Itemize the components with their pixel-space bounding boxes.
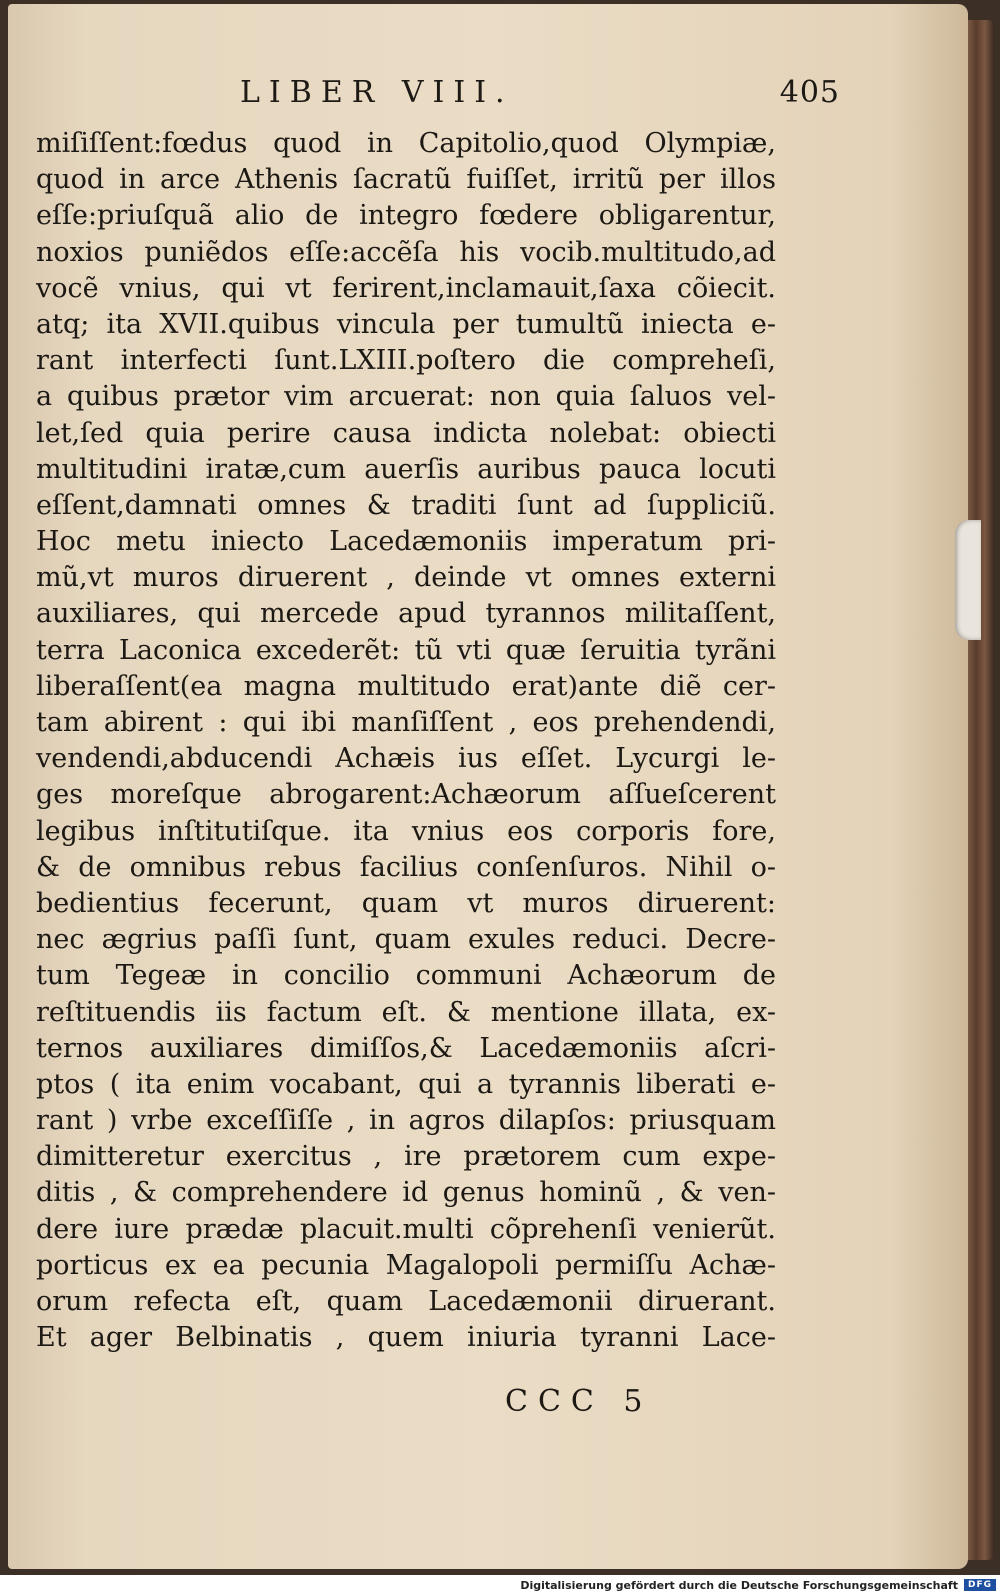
- text-line: mũ,vt muros diruerent , deinde vt omnes externi: [36, 562, 776, 594]
- text-line: vendendi,abducendi Achæis ius eſſet. Lycurgi le-: [36, 743, 776, 775]
- text-line: ptos ( ita enim vocabant, qui a tyrannis liberati e-: [36, 1068, 776, 1100]
- text-line: liberaſſent(ea magna multitudo erat)ante diẽ cer-: [36, 670, 776, 702]
- folio-number: 405: [779, 74, 840, 110]
- dfg-logo: DFG: [964, 1579, 996, 1591]
- book-edge: [964, 20, 994, 1560]
- text-line: Hoc metu iniecto Lacedæmoniis imperatum pri-: [36, 526, 776, 558]
- text-line: dere iure prædæ placuit.multi cõprehenſi venierũt.: [36, 1213, 776, 1245]
- text-line: miſiſſent:fœdus quod in Capitolio,quod Olympiæ,: [36, 128, 776, 159]
- text-line: porticus ex ea pecunia Magalopoli permiſſu Achæ-: [36, 1249, 776, 1281]
- page-header: [200, 72, 840, 112]
- text-line: reſtituendis iis factum eſt. & mentione illata, ex-: [36, 996, 776, 1028]
- text-line: eſſe:priuſquã alio de integro fœdere obligarentur,: [36, 200, 776, 232]
- text-line: quod in arce Athenis ſacratũ fuiſſet, irritũ per illos: [36, 164, 776, 196]
- text-line: rant ) vrbe exceſſiſſe , in agros dilapſos: priusquam: [36, 1105, 776, 1137]
- text-line: vocẽ vnius, qui vt ferirent,inclamauit,ſaxa cõiecit.: [36, 272, 776, 304]
- text-line: a quibus prætor vim arcuerat: non quia ſaluos vel-: [36, 381, 776, 413]
- text-line: dimitteretur exercitus , ire prætorem cum expe-: [36, 1141, 776, 1173]
- text-line: terra Laconica excederẽt: tũ vti quæ ſeruitia tyrãni: [36, 634, 776, 666]
- footer-credit: Digitalisierung gefördert durch die Deutsche Forschungsgemeinschaft: [520, 1578, 958, 1592]
- text-line: multitudini iratæ,cum auerſis auribus pauca locuti: [36, 453, 776, 485]
- text-line: nec ægrius paſſi ſunt, quam exules reduci. Decre-: [36, 924, 776, 956]
- page-marker-tab: [955, 520, 981, 640]
- text-line: ges moreſque abrogarent:Achæorum aſſueſcerent: [36, 779, 776, 811]
- text-line: Et ager Belbinatis , quem iniuria tyranni Lace-: [36, 1322, 776, 1354]
- body-text: [36, 126, 776, 1356]
- text-line: eſſent,damnati omnes & traditi ſunt ad ſuppliciũ.: [36, 489, 776, 521]
- text-line: ternos auxiliares dimiſſos,& Lacedæmoniis aſcri-: [36, 1032, 776, 1064]
- text-line: ditis , & comprehendere id genus hominũ , & ven-: [36, 1177, 776, 1209]
- text-line: legibus inſtitutiſque. ita vnius eos corporis fore,: [36, 815, 776, 847]
- signature-mark: CCC 5: [505, 1384, 653, 1419]
- text-line: & de omnibus rebus facilius conſenſuros. Nihil o-: [36, 851, 776, 883]
- text-line: auxiliares, qui mercede apud tyrannos militaſſent,: [36, 598, 776, 630]
- digitization-footer: [0, 1575, 1000, 1595]
- text-line: tum Tegeæ in concilio communi Achæorum de: [36, 960, 776, 992]
- text-line: tam abirent : qui ibi manſiſſent , eos prehendendi,: [36, 707, 776, 738]
- text-line: atq; ita XVII.quibus vincula per tumultũ iniecta e-: [36, 308, 776, 340]
- text-line: noxios puniẽdos eſſe:accẽſa his vocib.multitudo,ad: [36, 236, 776, 268]
- text-line: let,ſed quia perire causa indicta nolebat: obiecti: [36, 417, 776, 449]
- running-head: LIBER VIII.: [240, 74, 514, 110]
- text-line: orum refecta eſt, quam Lacedæmonii diruerant.: [36, 1286, 776, 1317]
- text-line: rant interfecti ſunt.LXIII.poſtero die compreheſi,: [36, 345, 776, 377]
- text-line: bedientius fecerunt, quam vt muros diruerent:: [36, 887, 776, 919]
